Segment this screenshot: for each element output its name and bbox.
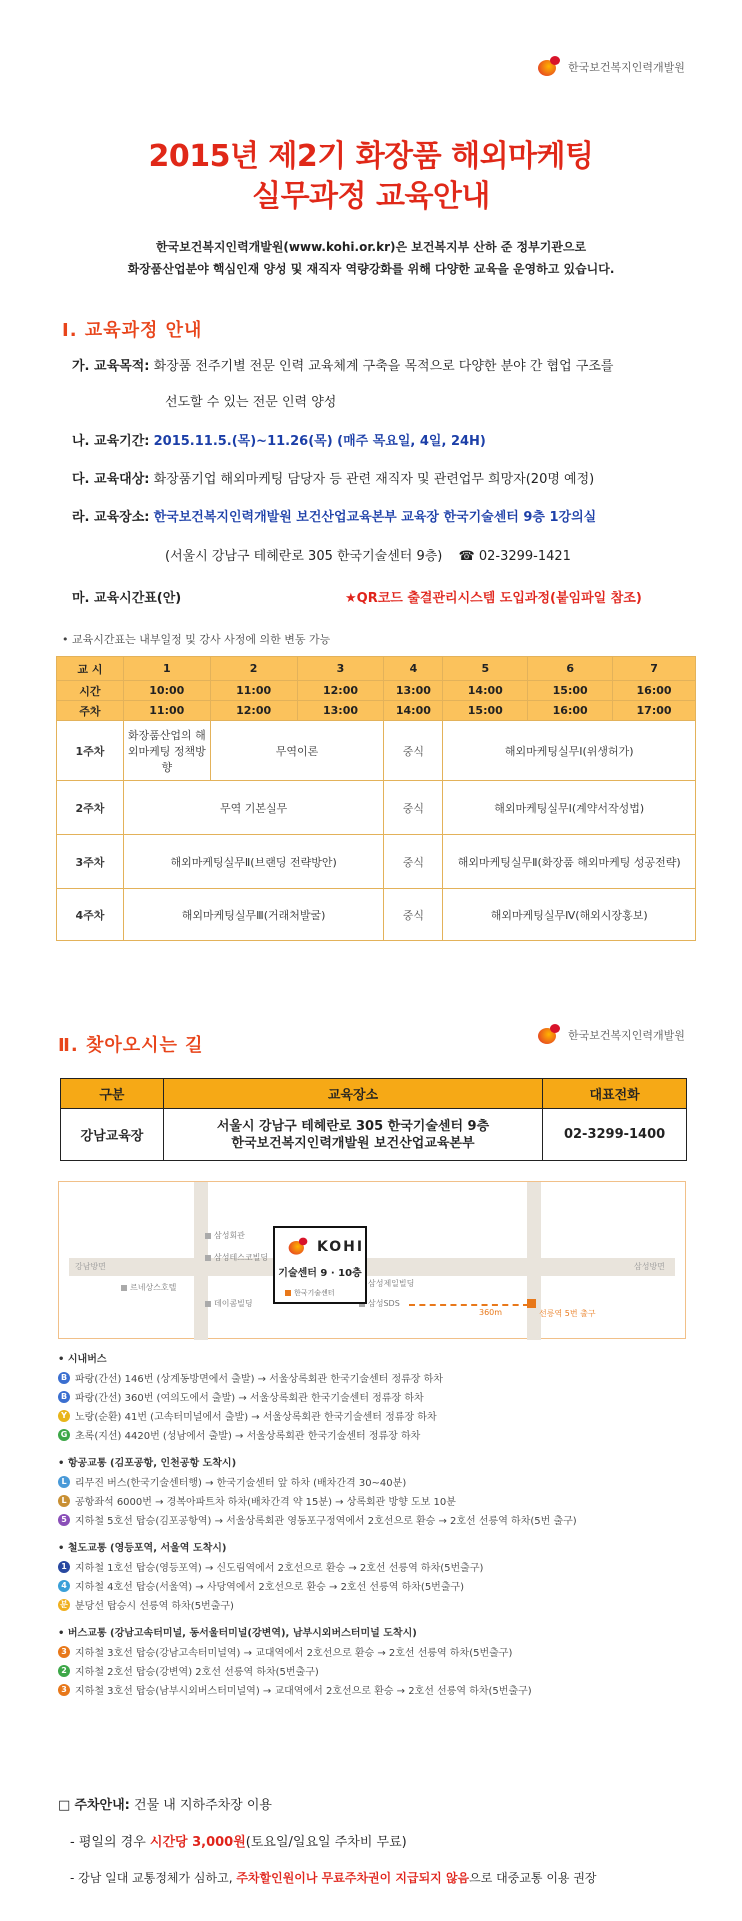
period-num: 6 (528, 657, 613, 681)
transport-text: 지하철 5호선 탑승(김포공항역) → 서울상록회관 영동포구정역에서 2호선으로 환승 → 2호선 선릉역 하차(5번 출구) (75, 1516, 577, 1527)
parking-fee-value: 시간당 3,000원 (149, 1835, 246, 1850)
time-start-row (57, 681, 696, 701)
course-cell: 화장품산업의 해외마케팅 정책방향 (123, 721, 210, 781)
schedule-label: 마. 교육시간표(안) (72, 591, 182, 606)
parking-label: 주차안내: (74, 1798, 130, 1813)
week-cell: 4주차 (57, 889, 124, 941)
time-start: 16:00 (613, 681, 696, 701)
transport-text: 노랑(순환) 41번 (고속터미널에서 출발) → 서울상록회관 한국기술센터 정류장 하차 (75, 1412, 437, 1423)
transport-text: 지하철 3호선 탑승(남부시외버스터미널역) → 교대역에서 2호선으로 환승 → 2호선 선릉역 하차(5번출구) (75, 1686, 532, 1697)
time-end: 16:00 (528, 701, 613, 721)
parking-fee-suffix: (토요일/일요일 주차비 무료) (245, 1835, 407, 1850)
location-header (61, 1079, 687, 1109)
station-label: 선릉역 5번 출구 (539, 1309, 596, 1318)
transport-item (58, 1576, 698, 1595)
time-start: 13:00 (384, 681, 443, 701)
route-badge-icon: 5 (58, 1514, 70, 1526)
route-badge-icon: 분 (58, 1599, 70, 1611)
section1-heading: Ⅰ. 교육과정 안내 (62, 320, 203, 341)
place-addr-row (165, 548, 571, 566)
table-note: • 교육시간표는 내부일정 및 강사 사정에 의한 변동 가능 (62, 633, 331, 646)
station-marker (527, 1299, 536, 1308)
period-num: 3 (297, 657, 384, 681)
campus-address (163, 1109, 542, 1161)
week-cell: 3주차 (57, 835, 124, 889)
period-num: 1 (123, 657, 210, 681)
place-row (72, 509, 596, 527)
main-road (69, 1258, 675, 1276)
distance-label: 360m (479, 1308, 503, 1317)
page-title-line2: 실무과정 교육안내 (252, 179, 490, 214)
transport-item (58, 1642, 698, 1661)
transport-text: 분당선 탑승시 선릉역 하차(5번출구) (75, 1601, 234, 1612)
time-start: 12:00 (297, 681, 384, 701)
target-building: 한국기술센터 (285, 1288, 335, 1298)
time-end: 11:00 (123, 701, 210, 721)
target-value: 화장품기업 해외마케팅 담당자 등 관련 재직자 및 관련업무 희망자(20명 예정) (153, 472, 595, 487)
time-end: 17:00 (613, 701, 696, 721)
period-value: 2015.11.5.(목)~11.26(목) (매주 목요일, 4일, 24H) (153, 434, 486, 449)
parking-notice-suffix: 으로 대중교통 이용 권장 (469, 1871, 597, 1885)
table-row (57, 781, 696, 835)
week-cell: 2주차 (57, 781, 124, 835)
location-map (58, 1181, 686, 1339)
east-direction: 삼성방면 (634, 1262, 665, 1271)
address-line2: 한국보건복지인력개발원 보건산업교육본부 (231, 1135, 475, 1151)
lunch-cell: 중식 (384, 781, 443, 835)
walk-route (409, 1304, 529, 1306)
purpose-text2: 선도할 수 있는 전문 인력 양성 (165, 395, 337, 410)
target-row (72, 471, 594, 489)
floor-label: 기술센터 9 · 10층 (278, 1268, 362, 1279)
terminal-heading: • 버스교통 (강남고속터미널, 동서울터미널(강변역), 남부시외버스터미널 도착시) (58, 1628, 417, 1639)
building: 삼성테스코빌딩 (205, 1252, 268, 1263)
transport-item (58, 1387, 698, 1406)
parking-notice-highlight: 주차할인원이나 무료주차권이 지급되지 않음 (236, 1871, 470, 1885)
transport-item (58, 1680, 698, 1699)
time-start: 10:00 (123, 681, 210, 701)
time-start: 11:00 (210, 681, 297, 701)
header-row (57, 657, 696, 681)
transport-item (58, 1661, 698, 1680)
period-label: 나. 교육기간: (72, 434, 150, 449)
qr-note: ★QR코드 출결관리시스템 도입과정(붙임파일 참조) (345, 591, 642, 606)
kohi-logo-icon (287, 1238, 309, 1257)
place-value: 한국보건복지인력개발원 보건산업교육본부 교육장 한국기술센터 9층 1강의실 (153, 510, 597, 525)
time-start: 14:00 (443, 681, 528, 701)
transport-item (58, 1510, 698, 1529)
address-line1: 서울시 강남구 테헤란로 305 한국기술센터 9층 (216, 1118, 490, 1134)
period-num: 7 (613, 657, 696, 681)
time-end: 15:00 (443, 701, 528, 721)
transport-item (58, 1425, 698, 1444)
col-header: 구분 (61, 1079, 164, 1109)
route-badge-icon: 3 (58, 1684, 70, 1696)
transport-text: 초록(지선) 4420번 (성남에서 출발) → 서울상록회관 한국기술센터 정류장 하차 (75, 1431, 421, 1442)
time-end: 13:00 (297, 701, 384, 721)
course-cell: 해외마케팅실무Ⅰ(계약서작성법) (443, 781, 696, 835)
target-label: 다. 교육대상: (72, 472, 150, 487)
period-num: 2 (210, 657, 297, 681)
parking-fee-line (70, 1831, 407, 1850)
air-heading: • 항공교통 (김포공항, 인천공항 도착시) (58, 1458, 237, 1469)
section2-heading: Ⅱ. 찾아오시는 길 (58, 1035, 204, 1056)
building: 삼성회관 (205, 1230, 245, 1241)
transport-item (58, 1406, 698, 1425)
org-name-2: 한국보건복지인력개발원 (568, 1029, 685, 1042)
route-badge-icon: 3 (58, 1646, 70, 1658)
kohi-label: KOHI (317, 1239, 365, 1255)
col-header: 대표전화 (543, 1079, 687, 1109)
course-cell: 해외마케팅실무Ⅰ(위생허가) (443, 721, 696, 781)
transport-item (58, 1472, 698, 1491)
bus-list (58, 1368, 698, 1444)
transport-text: 지하철 4호선 탑승(서울역) → 사당역에서 2호선으로 환승 → 2호선 선릉역 하차(5번출구) (75, 1582, 465, 1593)
time-end: 12:00 (210, 701, 297, 721)
course-cell: 무역 기본실무 (123, 781, 384, 835)
purpose-text1: 화장품 전주기별 전문 인력 교육체계 구축을 목적으로 다양한 분야 간 협업 구조를 (153, 359, 614, 374)
purpose-row (72, 358, 613, 376)
lunch-cell: 중식 (384, 835, 443, 889)
course-cell: 해외마케팅실무Ⅱ(브랜딩 전략방안) (123, 835, 384, 889)
transport-text: 파랑(간선) 146번 (상계동방면에서 출발) → 서울상록회관 한국기술센터 정류장 하차 (75, 1374, 443, 1385)
time-start: 15:00 (528, 681, 613, 701)
lunch-cell: 중식 (384, 721, 443, 781)
route-badge-icon: L (58, 1476, 70, 1488)
west-direction: 강남방면 (75, 1262, 106, 1271)
org-logo-2 (536, 1024, 685, 1046)
course-cell: 해외마케팅실무Ⅲ(거래처발굴) (123, 889, 384, 941)
col-header: 교육장소 (163, 1079, 542, 1109)
transport-text: 지하철 1호선 탑승(영등포역) → 신도림역에서 2호선으로 환승 → 2호선 선릉역 하차(5번출구) (75, 1563, 484, 1574)
location-table (60, 1078, 687, 1161)
transport-item (58, 1491, 698, 1510)
page-title-line1: 2015년 제2기 화장품 해외마케팅 (148, 139, 594, 174)
period-num: 4 (384, 657, 443, 681)
transport-text: 지하철 3호선 탑승(강남고속터미널역) → 교대역에서 2호선으로 환승 → 2호선 선릉역 하차(5번출구) (75, 1648, 513, 1659)
route-badge-icon: 4 (58, 1580, 70, 1592)
table-row (57, 835, 696, 889)
route-badge-icon: G (58, 1429, 70, 1441)
transport-item (58, 1368, 698, 1387)
course-cell: 해외마케팅실무Ⅱ(화장품 해외마케팅 성공전략) (443, 835, 696, 889)
parking-notice-prefix: - 강남 일대 교통정체가 심하고, (70, 1871, 233, 1885)
rail-list (58, 1557, 698, 1614)
kohi-callout (273, 1226, 367, 1304)
campus-tel: 02-3299-1400 (543, 1109, 687, 1161)
schedule-table (56, 656, 696, 941)
time-end-row (57, 701, 696, 721)
rail-heading: • 철도교통 (영등포역, 서울역 도착시) (58, 1543, 227, 1554)
kohi-logo-icon (536, 1024, 562, 1046)
place-label: 라. 교육장소: (72, 510, 150, 525)
period-row (72, 433, 486, 451)
week-cell: 1주차 (57, 721, 124, 781)
transport-text: 리무진 버스(한국기술센터행) → 한국기술센터 앞 하차 (배차간격 30~40분) (75, 1478, 407, 1489)
week-label: 주차 (57, 701, 124, 721)
place-tel: ☎ 02-3299-1421 (458, 549, 571, 564)
route-badge-icon: 1 (58, 1561, 70, 1573)
course-cell: 해외마케팅실무Ⅳ(해외시장홍보) (443, 889, 696, 941)
intro-line2: 화장품산업분야 핵심인재 양성 및 재직자 역량강화를 위해 다양한 교육을 운영하고 있습니다. (127, 262, 615, 276)
bus-heading: • 시내버스 (58, 1354, 107, 1365)
purpose-label: 가. 교육목적: (72, 359, 150, 374)
route-badge-icon: B (58, 1391, 70, 1403)
route-badge-icon: B (58, 1372, 70, 1384)
building: 르네상스호텔 (121, 1282, 176, 1293)
checkbox-icon: □ (58, 1798, 71, 1813)
kohi-logo-icon (536, 56, 562, 78)
course-cell: 무역이론 (210, 721, 384, 781)
period-head: 교 시 (57, 657, 124, 681)
place-address: (서울시 강남구 테헤란로 305 한국기술센터 9층) (165, 549, 443, 564)
air-list (58, 1472, 698, 1529)
terminal-list (58, 1642, 698, 1699)
schedule-row (72, 590, 181, 608)
parking-text: 건물 내 지하주차장 이용 (134, 1798, 272, 1813)
transport-item (58, 1557, 698, 1576)
table-row (57, 721, 696, 781)
time-label: 시간 (57, 681, 124, 701)
time-end: 14:00 (384, 701, 443, 721)
building: 삼성SDS (359, 1298, 400, 1309)
lunch-cell: 중식 (384, 889, 443, 941)
parking-notice-line (70, 1869, 597, 1886)
building: 데이콤빌딩 (205, 1298, 253, 1309)
route-badge-icon: L (58, 1495, 70, 1507)
transport-text: 지하철 2호선 탑승(강변역) 2호선 선릉역 하차(5번출구) (75, 1667, 319, 1678)
transport-info (58, 1350, 698, 1699)
route-badge-icon: 2 (58, 1665, 70, 1677)
transport-item (58, 1595, 698, 1614)
table-row (57, 889, 696, 941)
route-badge-icon: Y (58, 1410, 70, 1422)
org-logo (536, 56, 685, 78)
org-name: 한국보건복지인력개발원 (568, 61, 685, 74)
location-row (61, 1109, 687, 1161)
transport-text: 파랑(간선) 360번 (여의도에서 출발) → 서울상록회관 한국기술센터 정류장 하차 (75, 1393, 424, 1404)
parking-fee-prefix: - 평일의 경우 (70, 1835, 146, 1850)
transport-text: 공항좌석 6000번 → 경복아파트차 하차(배차간격 약 15분) → 상록회관 방향 도보 10분 (75, 1497, 456, 1508)
building: 삼성제일빌딩 (359, 1278, 414, 1289)
campus-name: 강남교육장 (61, 1109, 164, 1161)
intro-line1: 한국보건복지인력개발원(www.kohi.or.kr)은 보건복지부 산하 준 정부기관으로 (155, 240, 587, 254)
period-num: 5 (443, 657, 528, 681)
parking-heading (58, 1794, 272, 1813)
